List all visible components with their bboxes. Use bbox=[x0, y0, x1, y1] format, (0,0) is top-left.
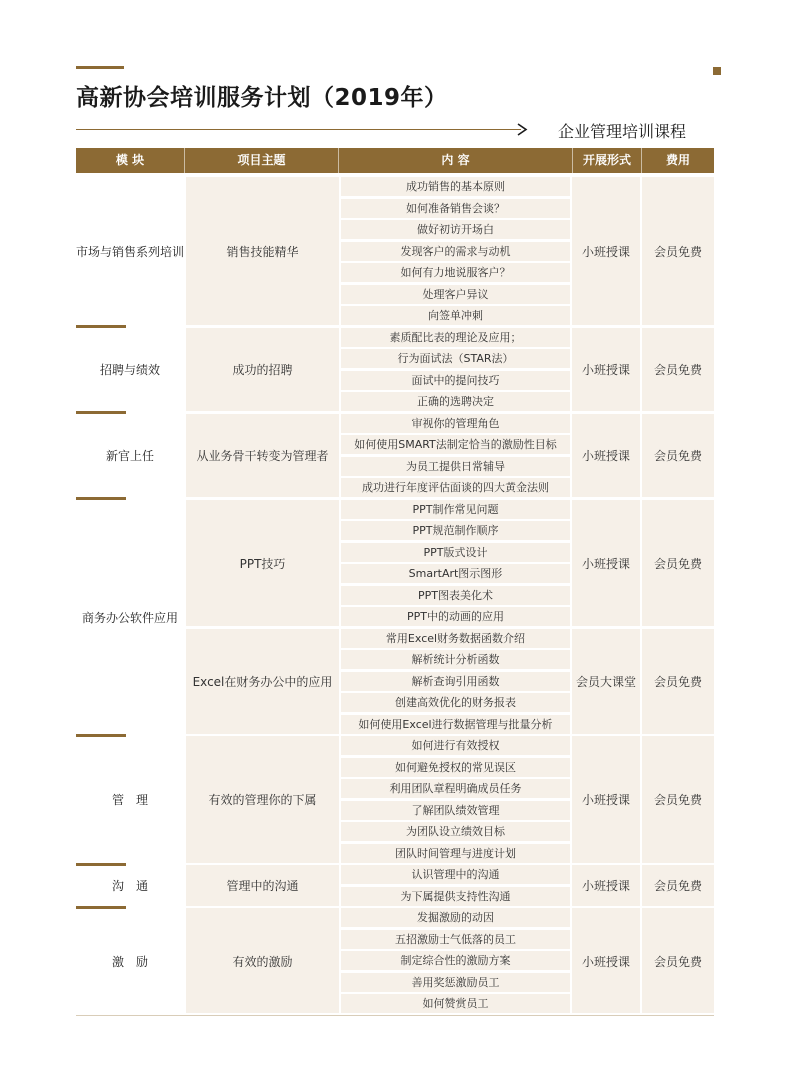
module-name: 商务办公软件应用 bbox=[81, 610, 178, 625]
page-subtitle: 企业管理培训课程 bbox=[558, 122, 687, 141]
topic-name: 成功的招聘 bbox=[232, 363, 293, 378]
header-topic: 项目主题 bbox=[237, 153, 286, 167]
content-item: PPT图表美化术 bbox=[341, 586, 570, 605]
content-item: 为团队设立绩效目标 bbox=[341, 822, 570, 841]
content-item: PPT规范制作顺序 bbox=[341, 521, 570, 540]
content-item: 五招激励士气低落的员工 bbox=[341, 930, 570, 949]
arrow-right-icon bbox=[515, 122, 530, 137]
format-label: 小班授课 bbox=[581, 954, 630, 969]
header-fee: 费用 bbox=[665, 153, 690, 167]
content-item: 如何使用Excel进行数据管理与批量分析 bbox=[341, 715, 570, 734]
module-divider bbox=[76, 497, 126, 500]
topic-name: 管理中的沟通 bbox=[226, 879, 299, 894]
content-item: 解析统计分析函数 bbox=[341, 650, 570, 669]
content-item: 处理客户异议 bbox=[341, 285, 570, 304]
format-label: 会员大课堂 bbox=[575, 675, 636, 689]
content-item: 制定综合性的激励方案 bbox=[341, 951, 570, 970]
topic-name: Excel在财务办公中的应用 bbox=[192, 675, 333, 689]
topic-name: 从业务骨干转变为管理者 bbox=[196, 449, 329, 464]
content-item: 行为面试法（STAR法） bbox=[341, 349, 570, 368]
content-item: 如何有力地说服客户？ bbox=[341, 263, 570, 282]
table-header bbox=[76, 148, 714, 173]
content-item: PPT制作常见问题 bbox=[341, 500, 570, 519]
fee-label: 会员免费 bbox=[653, 245, 702, 259]
content-item: 如何使用SMART法制定恰当的激励性目标 bbox=[341, 435, 570, 454]
content-item: PPT版式设计 bbox=[341, 543, 570, 562]
content-item: 如何赞赏员工 bbox=[341, 994, 570, 1013]
content-item: 团队时间管理与进度计划 bbox=[341, 844, 570, 863]
title-accent-bar bbox=[76, 66, 124, 69]
content-item: 如何避免授权的常见误区 bbox=[341, 758, 570, 777]
corner-decoration bbox=[713, 67, 721, 75]
content-item: 面试中的提问技巧 bbox=[341, 371, 570, 390]
header-module: 模 块 bbox=[115, 153, 145, 167]
content-item: 做好初访开场白 bbox=[341, 220, 570, 239]
page-title: 高新协会培训服务计划（2019年） bbox=[76, 85, 448, 111]
module-name: 管 理 bbox=[111, 793, 148, 808]
module-divider bbox=[76, 734, 126, 737]
content-item: 向签单冲刺 bbox=[341, 306, 570, 325]
content-item: 成功进行年度评估面谈的四大黄金法则 bbox=[341, 478, 570, 497]
content-item: 成功销售的基本原则 bbox=[341, 177, 570, 196]
format-label: 小班授课 bbox=[581, 449, 630, 464]
content-item: 常用Excel财务数据函数介绍 bbox=[341, 629, 570, 648]
topic-name: 有效的管理你的下属 bbox=[208, 793, 317, 808]
module-name: 招聘与绩效 bbox=[99, 363, 160, 378]
fee-label: 会员免费 bbox=[653, 675, 702, 689]
content-item: 如何进行有效授权 bbox=[341, 736, 570, 755]
content-item: SmartArt图示图形 bbox=[341, 564, 570, 583]
topic-name: 销售技能精华 bbox=[226, 245, 299, 259]
format-label: 小班授课 bbox=[581, 793, 630, 808]
content-item: 解析查询引用函数 bbox=[341, 672, 570, 691]
content-item: 创建高效优化的财务报表 bbox=[341, 693, 570, 712]
content-item: 发掘激励的动因 bbox=[341, 908, 570, 927]
content-item: 善用奖惩激励员工 bbox=[341, 973, 570, 992]
content-item: PPT中的动画的应用 bbox=[341, 607, 570, 626]
content-item: 如何准备销售会谈？ bbox=[341, 199, 570, 218]
module-name: 沟 通 bbox=[111, 879, 148, 894]
content-item: 审视你的管理角色 bbox=[341, 414, 570, 433]
content-item: 素质配比表的理论及应用； bbox=[341, 328, 570, 347]
fee-label: 会员免费 bbox=[653, 556, 702, 571]
module-name: 市场与销售系列培训 bbox=[76, 245, 185, 259]
fee-label: 会员免费 bbox=[653, 954, 702, 969]
content-item: 利用团队章程明确成员任务 bbox=[341, 779, 570, 798]
table-bottom-rule bbox=[76, 1015, 714, 1016]
module-divider bbox=[76, 863, 126, 866]
module-divider bbox=[76, 325, 126, 328]
format-label: 小班授课 bbox=[581, 245, 630, 259]
fee-label: 会员免费 bbox=[653, 793, 702, 808]
format-label: 小班授课 bbox=[581, 556, 630, 571]
module-name: 新官上任 bbox=[105, 449, 154, 464]
content-item: 认识管理中的沟通 bbox=[341, 865, 570, 884]
module-divider bbox=[76, 906, 126, 909]
module-name: 激 励 bbox=[111, 954, 148, 969]
content-item: 发现客户的需求与动机 bbox=[341, 242, 570, 261]
content-item: 了解团队绩效管理 bbox=[341, 801, 570, 820]
fee-label: 会员免费 bbox=[653, 449, 702, 464]
fee-label: 会员免费 bbox=[653, 363, 702, 378]
fee-label: 会员免费 bbox=[653, 879, 702, 894]
topic-name: PPT技巧 bbox=[239, 556, 286, 571]
content-item: 为员工提供日常辅导 bbox=[341, 457, 570, 476]
header-content: 内 容 bbox=[441, 153, 470, 167]
module-divider bbox=[76, 411, 126, 414]
subtitle-rule bbox=[76, 129, 521, 130]
content-item: 为下属提供支持性沟通 bbox=[341, 887, 570, 906]
format-label: 小班授课 bbox=[581, 363, 630, 378]
content-item: 正确的选聘决定 bbox=[341, 392, 570, 411]
topic-name: 有效的激励 bbox=[232, 954, 293, 969]
format-label: 小班授课 bbox=[581, 879, 630, 894]
header-format: 开展形式 bbox=[582, 153, 631, 167]
